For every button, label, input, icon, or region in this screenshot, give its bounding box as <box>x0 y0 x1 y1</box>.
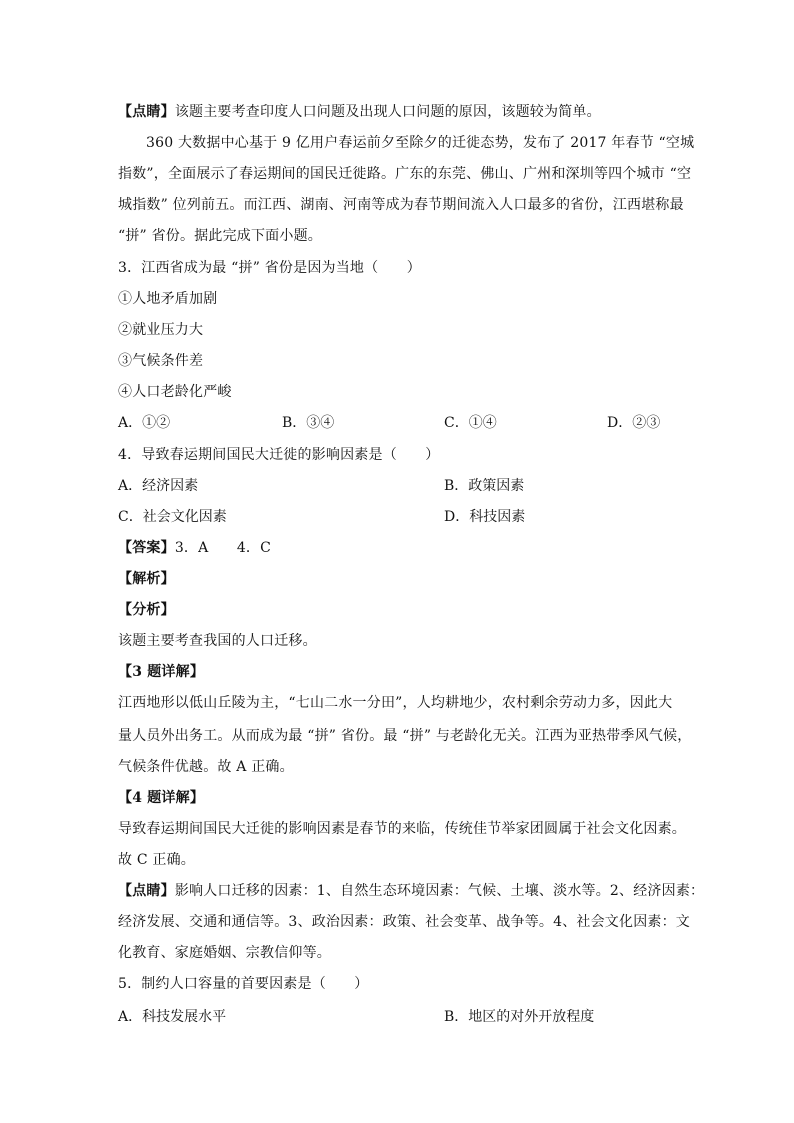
q3-option-c: C．①④ <box>444 415 497 431</box>
q3-item-3: ③气候条件差 <box>118 353 204 369</box>
detail-3-line-3: 气候条件优越。故 A 正确。 <box>118 759 294 775</box>
q4-option-c: C．社会文化因素 <box>118 509 227 525</box>
tip-line <box>118 102 601 122</box>
detail-3-line-2: 量人员外出务工。从而成为最 “拼” 省份。最 “拼” 与老龄化无关。江西为亚热带季风气候， <box>118 728 692 744</box>
detail-4-line-1: 导致春运期间国民大迁徙的影响因素是春节的来临，传统佳节举家团圆属于社会文化因素。 <box>118 821 686 837</box>
passage-line-4: “拼” 省份。据此完成下面小题。 <box>118 228 322 244</box>
q4-option-d: D．科技因素 <box>444 509 526 525</box>
q3-item-1: ①人地矛盾加剧 <box>118 291 218 307</box>
tip2-line-1 <box>118 881 704 901</box>
tip2-line-2: 经济发展、交通和通信等。3、政治因素：政策、社会变革、战争等。4、社会文化因素：文 <box>118 914 691 930</box>
analysis-heading: 【解析】 <box>118 571 175 587</box>
detail-3-line-1: 江西地形以低山丘陵为主，“七山二水一分田”，人均耕地少，农村剩余劳动力多，因此大 <box>118 695 673 711</box>
tip2-label: 【点睛】 <box>118 883 175 899</box>
tip-label: 【点睛】 <box>118 104 175 120</box>
q5-option-a: A．科技发展水平 <box>118 1009 227 1025</box>
q3-option-a: A．①② <box>118 415 171 431</box>
q4-option-a: A．经济因素 <box>118 478 199 494</box>
tip2-text-1: 影响人口迁移的因素：1、自然生态环境因素：气候、土壤、淡水等。2、经济因素： <box>174 883 705 899</box>
q3-item-2: ②就业压力大 <box>118 322 204 338</box>
detail-4-line-2: 故 C 正确。 <box>118 852 196 868</box>
detail-4-heading: 【4 题详解】 <box>118 790 205 806</box>
answer-label: 【答案】 <box>118 540 175 556</box>
passage-line-3: 城指数” 位列前五。而江西、湖南、河南等成为春节期间流入人口最多的省份，江西堪称最 <box>118 197 684 213</box>
passage-line-2: 指数”，全面展示了春运期间的国民迁徙路。广东的东莞、佛山、广州和深圳等四个城市 “空 <box>118 166 692 182</box>
q5-option-b: B．地区的对外开放程度 <box>444 1009 595 1025</box>
fenxi-text: 该题主要考查我国的人口迁移。 <box>118 633 317 649</box>
tip2-line-3: 化教育、家庭婚姻、宗教信仰等。 <box>118 945 331 961</box>
detail-3-heading: 【3 题详解】 <box>118 664 205 680</box>
tip-text: 该题主要考查印度人口问题及出现人口问题的原因，该题较为简单。 <box>174 104 601 120</box>
q4-option-b: B．政策因素 <box>444 478 525 494</box>
q3-item-4: ④人口老龄化严峻 <box>118 384 232 400</box>
q3-option-b: B．③④ <box>282 415 335 431</box>
passage-line-1: 360 大数据中心基于 9 亿用户春运前夕至除夕的迁徙态势，发布了 2017 年春节 “空城 <box>146 135 695 151</box>
question-4: 4．导致春运期间国民大迁徙的影响因素是（ ） <box>118 447 440 463</box>
answer-text: 3．A 4．C <box>174 540 272 556</box>
question-5: 5．制约人口容量的首要因素是（ ） <box>118 976 369 992</box>
question-3: 3．江西省成为最 “拼” 省份是因为当地（ ） <box>118 260 421 276</box>
fenxi-heading: 【分析】 <box>118 602 175 618</box>
answer-line <box>118 538 271 558</box>
q3-option-d: D．②③ <box>607 415 661 431</box>
